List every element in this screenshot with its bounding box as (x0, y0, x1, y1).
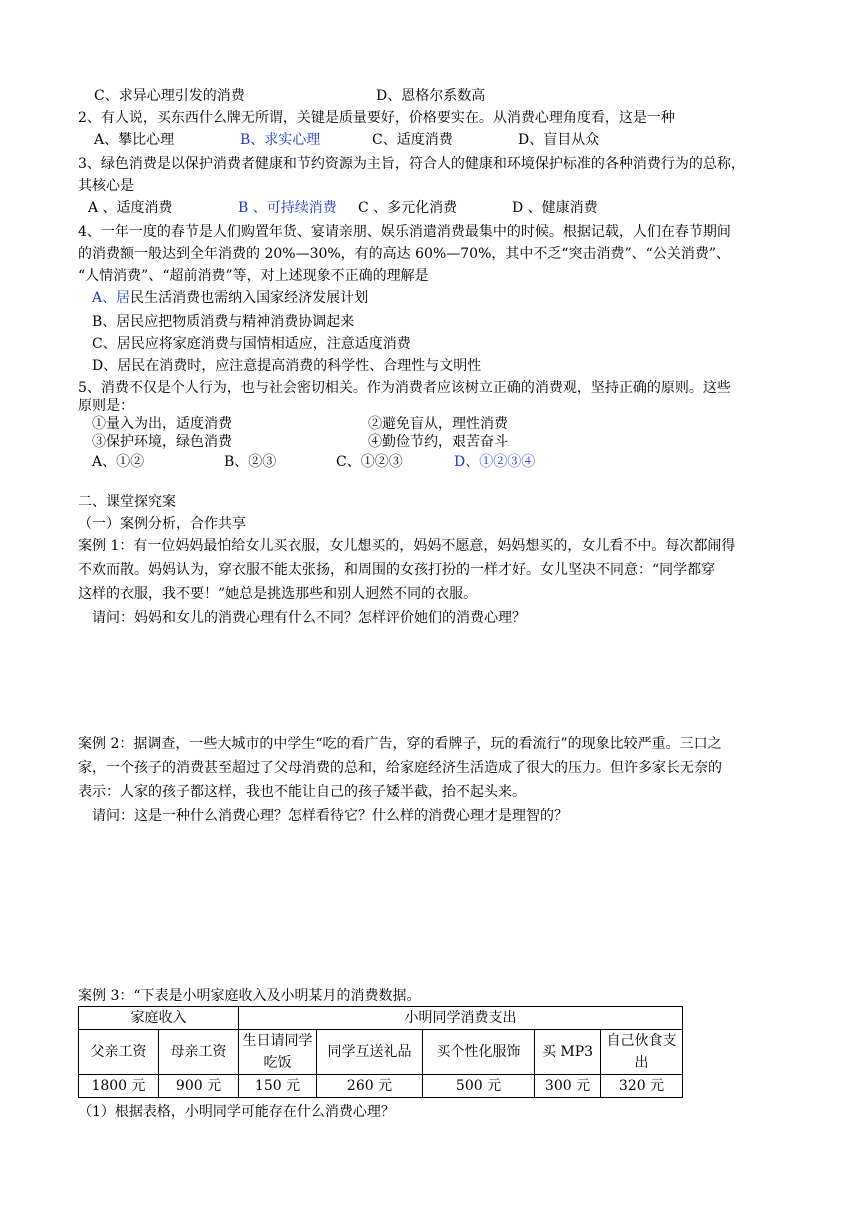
q3-option-d: D 、健康消费 (512, 200, 598, 216)
q4-option-a-text: 民生活消费也需纳入国家经济发展计划 (130, 290, 369, 306)
q2-option-d: D、盲目从众 (518, 132, 600, 148)
table-header: 买 MP3 (535, 1030, 601, 1075)
q4-option-a-highlight: A、居 (92, 290, 131, 306)
q2-stem: 2、有人说，买东西什么牌无所谓，关键是质量要好，价格要实在。从消费心理角度看，这是一种 (78, 110, 675, 126)
table-cell: 300 元 (535, 1075, 601, 1098)
table-row (79, 1075, 683, 1098)
q2-option-c: C、适度消费 (372, 132, 453, 148)
table-cell: 260 元 (317, 1075, 423, 1098)
q4-option-b: B、居民应把物质消费与精神消费协调起来 (92, 314, 355, 330)
q4-option-a (92, 288, 368, 308)
case3-question-1: （1）根据表格，小明同学可能存在什么消费心理？ (78, 1104, 395, 1120)
table-group-income: 家庭收入 (79, 1007, 239, 1030)
section-subtitle: （一）案例分析，合作共享 (78, 516, 246, 532)
q5-option-d: D、①②③④ (454, 454, 536, 470)
table-header: 生日请同学吃饭 (239, 1030, 317, 1075)
q5-principle-1: ①量入为出，适度消费 (92, 416, 232, 432)
q3-option-c: C 、多元化消费 (358, 200, 458, 216)
q2-option-a: A、攀比心理 (94, 132, 175, 148)
table-cell: 150 元 (239, 1075, 317, 1098)
q5-stem-line1: 5、消费不仅是个人行为，也与社会密切相关。作为消费者应该树立正确的消费观，坚持正确的原则。这些 (78, 380, 731, 396)
q5-option-b: B、②③ (224, 454, 277, 470)
case2-line2: 家，一个孩子的消费甚至超过了父母消费的总和，给家庭经济生活造成了很大的压力。但许多家长无奈的 (78, 760, 722, 776)
q1-option-c: C、求异心理引发的消费 (94, 88, 245, 104)
table-cell: 320 元 (601, 1075, 683, 1098)
q4-option-d: D、居民在消费时，应注意提高消费的科学性、合理性与文明性 (92, 358, 482, 374)
case2-line1: 案例 2：据调查，一些大城市的中学生“吃的看广告，穿的看牌子，玩的看流行”的现象比较严重。三口之 (78, 736, 722, 752)
table-cell: 900 元 (159, 1075, 239, 1098)
q3-stem-line2: 其核心是 (78, 178, 134, 194)
q3-stem-line1: 3、绿色消费是以保护消费者健康和节约资源为主旨，符合人的健康和环境保护标准的各种消费行为的总称， (78, 156, 745, 172)
case1-line2: 不欢而散。妈妈认为，穿衣服不能太张扬，和周围的女孩打扮的一样才好。女儿坚决不同意：“同学都穿 (78, 562, 716, 578)
table-group-row (79, 1007, 683, 1030)
table-cell: 500 元 (423, 1075, 535, 1098)
table-group-expense: 小明同学消费支出 (239, 1007, 683, 1030)
case1-question: 请问：妈妈和女儿的消费心理有什么不同？怎样评价她们的消费心理？ (92, 610, 526, 626)
q4-stem-line3: “人情消费”、“超前消费”等，对上述现象不正确的理解是 (78, 268, 429, 284)
q4-stem-line2: 的消费额一般达到全年消费的 20%—30%，有的高达 60%—70%，其中不乏“突击消费”、“公关消费”、 (78, 246, 730, 262)
q5-option-a: A、①② (92, 454, 145, 470)
q3-option-b: B 、可持续消费 (238, 200, 337, 216)
table-header: 父亲工资 (79, 1030, 159, 1075)
table-cell: 1800 元 (79, 1075, 159, 1098)
q3-option-a: A 、适度消费 (88, 200, 173, 216)
q1-option-d: D、恩格尔系数高 (376, 88, 486, 104)
q5-principle-3: ③保护环境，绿色消费 (92, 434, 232, 450)
q4-option-c: C、居民应将家庭消费与国情相适应，注意适度消费 (92, 336, 411, 352)
case1-line3: 这样的衣服，我不要！”她总是挑选那些和别人迥然不同的衣服。 (78, 586, 478, 602)
q5-principle-2: ②避免盲从，理性消费 (368, 416, 508, 432)
q5-stem-line2: 原则是： (78, 398, 134, 414)
q5-principle-4: ④勤俭节约，艰苦奋斗 (368, 434, 508, 450)
q5-option-c: C、①②③ (336, 454, 403, 470)
finance-table (78, 1006, 683, 1098)
table-header: 自己伙食支出 (601, 1030, 683, 1075)
section-title: 二、课堂探究案 (78, 494, 176, 510)
table-header-row (79, 1030, 683, 1075)
case1-line1: 案例 1：有一位妈妈最怕给女儿买衣服，女儿想买的，妈妈不愿意，妈妈想买的，女儿看不中。每次都闹得 (78, 538, 736, 554)
q2-option-b: B、求实心理 (240, 132, 321, 148)
table-header: 母亲工资 (159, 1030, 239, 1075)
case3-intro: 案例 3：“下表是小明家庭收入及小明某月的消费数据。 (78, 988, 421, 1004)
case2-line3: 表示：人家的孩子都这样，我也不能让自己的孩子矮半截，抬不起头来。 (78, 784, 526, 800)
table-header: 同学互送礼品 (317, 1030, 423, 1075)
case2-question: 请问：这是一种什么消费心理？怎样看待它？什么样的消费心理才是理智的？ (92, 808, 568, 824)
table-header: 买个性化服饰 (423, 1030, 535, 1075)
q4-stem-line1: 4、一年一度的春节是人们购置年货、宴请亲朋、娱乐消遣消费最集中的时候。根据记载，人们在春节期间 (78, 224, 731, 240)
